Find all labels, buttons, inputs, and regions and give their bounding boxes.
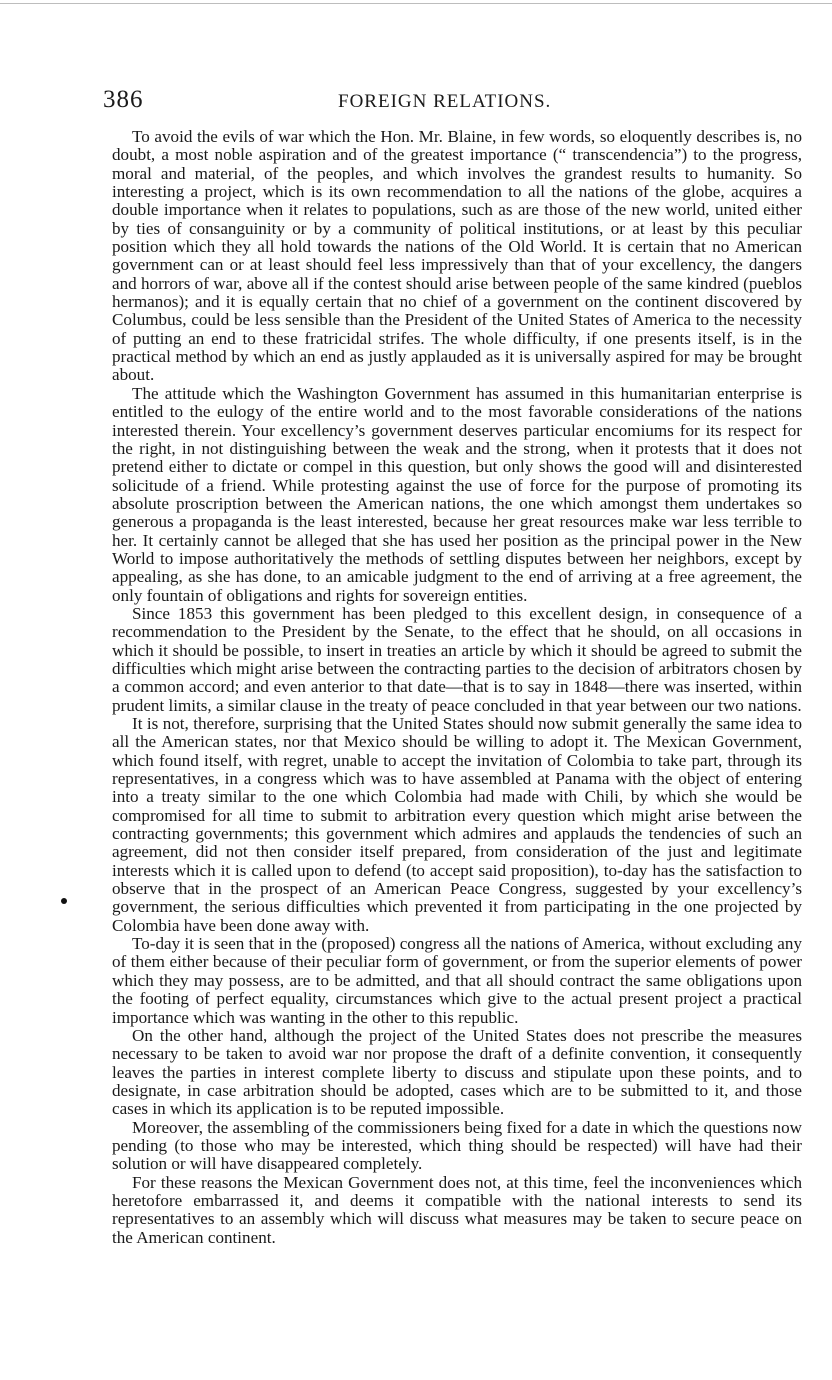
top-rule bbox=[0, 3, 832, 4]
body-text bbox=[112, 128, 802, 1247]
paragraph: On the other hand, although the project of the United States does not prescribe the measures necessary to be taken to avoid war nor propose the draft of a definite convention, it consequently leaves the parties in interest complete liberty to discuss and stipulate upon these points, and to designate, in case arbitration should be adopted, cases which are to be submitted to it, and those cases in which its application is to be reputed impossible. bbox=[112, 1025, 802, 1119]
paragraph: The attitude which the Washington Government has assumed in this humanitarian enterprise is entitled to the eulogy of the entire world and to the most favorable considerations of the nations interested therein. Your excellency’s government deserves particular encomiums for its respect for the right, in not distinguishing between the weak and the strong, when it protests that it does not pretend either to dictate or compel in this question, but only shows the good will and disinterested solicitude of a friend. While protesting against the use of force for the purpose of promoting its absolute proscription between the American nations, the one which amongst them undertakes so generous a propaganda is the least interested, because her great resources make war less terrible to her. It certainly cannot be alleged that she has used her position as the principal power in the New World to impose authoritatively the methods of settling disputes between her neighbors, except by appealing, as she has done, to an amicable judgment to the end of arriving at a free agreement, the only fountain of obligations and rights for sovereign entities. bbox=[112, 383, 802, 605]
paragraph: For these reasons the Mexican Government does not, at this time, feel the inconveniences which heretofore embarrassed it, and deems it compatible with the national interests to send its representatives to an assembly which will discuss what measures may be taken to secure peace on the American continent. bbox=[112, 1172, 802, 1247]
paragraph: To avoid the evils of war which the Hon. Mr. Blaine, in few words, so eloquently describes is, no doubt, a most noble aspiration and of the greatest importance (“ transcendencia”) to the progress, moral and material, of the peoples, and which involves the grandest results to humanity. So interesting a project, which is its own recommendation to all the nations of the globe, acquires a double importance when it relates to populations, such as are those of the new world, united either by ties of consanguinity or by a community of political institutions, or at least by this peculiar position which they all hold towards the nations of the Old World. It is certain that no American government can or at least should feel less impressively than that of your excellency, the dangers and horrors of war, above all if the contest should arise between people of the same kindred (pueblos hermanos); and it is equally certain that no chief of a government on the continent discovered by Columbus, could be less sensible than the President of the United States of America to the necessity of putting an end to these fratricidal strifes. The whole difficulty, if one presents itself, is in the practical method by which an end as justly applauded as it is universally aspired for may be brought about. bbox=[112, 127, 802, 385]
page-number: 386 bbox=[103, 86, 144, 113]
page-header bbox=[103, 86, 803, 116]
paragraph: To-day it is seen that in the (proposed) congress all the nations of America, without excluding any of them either because of their peculiar form of government, or from the superior elements of power which they may possess, are to be admitted, and that all should contract the same obligations upon the footing of perfect equality, circumstances which give to the actual present project a practical importance which was wanting in the other to this republic. bbox=[112, 934, 802, 1027]
paragraph: Since 1853 this government has been pledged to this excellent design, in consequence of a recommendation to the President by the Senate, to the effect that he should, on all occasions in which it should be possible, to insert in treaties an article by which it should be agreed to submit the difficulties which might arise between the contracting parties to the decision of arbitrators chosen by a common accord; and even anterior to that date—that is to say in 1848—there was inserted, within prudent limits, a similar clause in the treaty of peace concluded in that year between our two nations. bbox=[112, 603, 802, 715]
margin-ink-dot bbox=[61, 898, 67, 904]
paragraph: Moreover, the assembling of the commissioners being fixed for a date in which the questions now pending (to those who may be interested, which thing should be respected) will have had their solution or will have disappeared completely. bbox=[112, 1117, 802, 1174]
paragraph: It is not, therefore, surprising that the United States should now submit generally the same idea to all the American states, nor that Mexico should be willing to adopt it. The Mexican Government, which found itself, with regret, unable to accept the invitation of Colombia to take part, through its representatives, in a congress which was to have assembled at Panama with the object of entering into a treaty similar to the one which Colombia had made with Chili, by which she would be compromised for all time to submit to arbitration every question which might arise between the contracting governments; this government which admires and applauds the tendencies of such an agreement, did not then consider itself prepared, from consideration of the just and legitimate interests which it is called upon to defend (to accept said proposition), to-day has the satisfaction to observe that in the prospect of an American Peace Congress, suggested by your excellency’s government, the serious difficulties which prevented it from participating in the one projected by Colombia have been done away with. bbox=[112, 714, 802, 935]
running-title: FOREIGN RELATIONS. bbox=[338, 91, 552, 112]
